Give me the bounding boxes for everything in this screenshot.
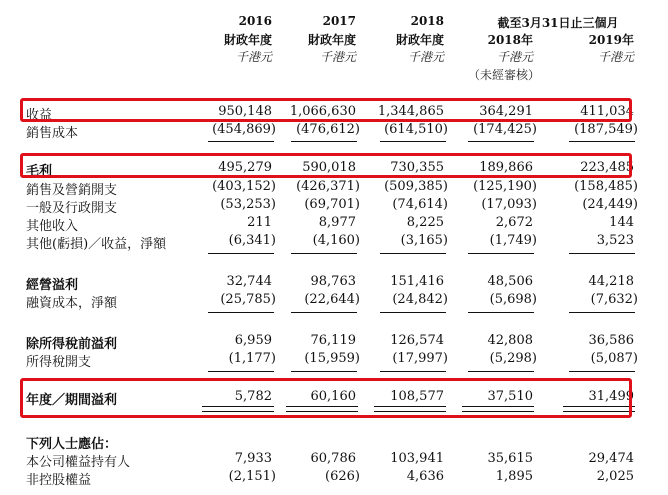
subtotal-rule-2016 [208, 141, 274, 142]
cell-selling-expenses-q2019: (158,485) [574, 179, 638, 194]
col-header-year-q2019: 2019年 [588, 33, 634, 47]
row-label-attributable-to: 下列人士應佔： [26, 437, 118, 452]
cell-equity-holders-q2018: 35,615 [487, 451, 533, 466]
row-label-finance-costs: 融資成本，淨額 [26, 296, 118, 311]
cell-selling-expenses-2018: (509,385) [384, 179, 448, 194]
cell-other-income-2017: 8,977 [318, 215, 356, 230]
cell-profit-before-tax-2018: 126,574 [390, 333, 444, 348]
cell-other-income-2016: 211 [247, 215, 272, 230]
subtotal-rule-q2019 [569, 253, 635, 254]
row-label-non-controlling: 非控股權益 [26, 473, 92, 488]
cell-cost-of-sales-2017: (476,612) [296, 122, 360, 137]
row-label-other-income: 其他收入 [26, 219, 79, 234]
highlight-box-revenue [20, 98, 632, 122]
cell-admin-expenses-2016: (53,253) [220, 197, 276, 212]
subtotal-rule-q2019 [569, 312, 635, 313]
col-header-subtitle-2016: 財政年度 [223, 33, 272, 47]
cell-gross-profit-2016: 495,279 [218, 160, 272, 175]
cell-other-income-q2019: 144 [609, 215, 634, 230]
cell-finance-costs-2016: (25,785) [220, 292, 276, 307]
cell-admin-expenses-q2019: (24,449) [582, 197, 638, 212]
cell-equity-holders-2018: 103,941 [390, 451, 444, 466]
cell-other-income-q2018: 2,672 [495, 215, 533, 230]
cell-finance-costs-2018: (24,842) [392, 292, 448, 307]
cell-selling-expenses-2017: (426,371) [296, 179, 360, 194]
cell-admin-expenses-q2018: (17,093) [481, 197, 537, 212]
cell-income-tax-q2019: (5,087) [590, 351, 638, 366]
cell-cost-of-sales-q2019: (187,549) [574, 122, 638, 137]
row-label-equity-holders: 本公司權益持有人 [26, 455, 131, 470]
col-header-subtitle-2017: 財政年度 [307, 33, 356, 47]
subtotal-rule-q2018 [468, 253, 534, 254]
cell-other-gains-losses-2016: (6,341) [228, 233, 276, 248]
cell-profit-for-period-q2019: 31,499 [588, 389, 634, 404]
col-header-subtitle-2018: 財政年度 [395, 33, 444, 47]
col-header-unit-q2019: 千港元 [597, 50, 634, 64]
cell-revenue-2018: 1,344,865 [377, 104, 444, 119]
row-label-cost-of-sales: 銷售成本 [26, 126, 79, 141]
cell-non-controlling-q2019: 2,025 [596, 469, 634, 484]
cell-admin-expenses-2017: (69,701) [304, 197, 360, 212]
subtotal-rule-2018 [380, 312, 446, 313]
subtotal-rule-2017 [291, 253, 357, 254]
row-label-operating-profit: 經營溢利 [26, 278, 79, 293]
cell-selling-expenses-2016: (403,152) [212, 179, 276, 194]
cell-profit-before-tax-2017: 76,119 [310, 333, 356, 348]
subtotal-rule-2016 [208, 253, 274, 254]
cell-non-controlling-2016: (2,151) [228, 469, 276, 484]
period-header: 截至3月31日止三個月 [497, 16, 619, 30]
row-label-profit-before-tax: 除所得稅前溢利 [26, 337, 118, 352]
highlight-box-gross-profit [20, 153, 632, 178]
subtotal-rule-q2019 [569, 141, 635, 142]
cell-operating-profit-q2019: 44,218 [588, 274, 634, 289]
subtotal-rule-2017 [291, 371, 357, 372]
cell-revenue-q2018: 364,291 [479, 104, 533, 119]
cell-admin-expenses-2018: (74,614) [392, 197, 448, 212]
cell-equity-holders-q2019: 29,474 [588, 451, 634, 466]
subtotal-rule-2017 [291, 312, 357, 313]
cell-non-controlling-2017: (626) [325, 469, 360, 484]
cell-profit-for-period-2018: 108,577 [390, 389, 444, 404]
cell-cost-of-sales-q2018: (174,425) [473, 122, 537, 137]
subtotal-rule-2016 [208, 371, 274, 372]
subtotal-rule-q2018 [468, 141, 534, 142]
cell-income-tax-2016: (1,177) [228, 351, 276, 366]
cell-profit-before-tax-2016: 6,959 [234, 333, 272, 348]
cell-income-tax-2018: (17,997) [392, 351, 448, 366]
cell-operating-profit-q2018: 48,506 [487, 274, 533, 289]
col-header-unit-2017: 千港元 [319, 50, 356, 64]
highlight-box-profit-for-period [20, 378, 632, 418]
cell-revenue-2017: 1,066,630 [289, 104, 356, 119]
row-label-income-tax: 所得稅開支 [26, 355, 92, 370]
cell-non-controlling-2018: 4,636 [406, 469, 444, 484]
cell-equity-holders-2016: 7,933 [234, 451, 272, 466]
col-header-year-2018: 2018 [410, 14, 444, 28]
subtotal-rule-2018 [380, 371, 446, 372]
cell-cost-of-sales-2016: (454,869) [212, 122, 276, 137]
cell-revenue-2016: 950,148 [218, 104, 272, 119]
subtotal-rule-q2018 [468, 371, 534, 372]
cell-selling-expenses-q2018: (125,190) [473, 179, 537, 194]
cell-operating-profit-2016: 32,744 [226, 274, 272, 289]
cell-other-gains-losses-q2018: (1,749) [489, 233, 537, 248]
row-label-selling-expenses: 銷售及營銷開支 [26, 183, 118, 198]
cell-cost-of-sales-2018: (614,510) [384, 122, 448, 137]
col-header-unit-2016: 千港元 [235, 50, 272, 64]
cell-operating-profit-2018: 151,416 [390, 274, 444, 289]
row-label-revenue: 收益 [26, 108, 53, 123]
col-header-unit-2018: 千港元 [407, 50, 444, 64]
cell-operating-profit-2017: 98,763 [310, 274, 356, 289]
cell-equity-holders-2017: 60,786 [310, 451, 356, 466]
cell-income-tax-q2018: (5,298) [489, 351, 537, 366]
col-header-unit-q2018: 千港元 [496, 50, 533, 64]
cell-non-controlling-q2018: 1,895 [495, 469, 533, 484]
subtotal-rule-q2019 [569, 371, 635, 372]
col-header-year-2016: 2016 [238, 14, 272, 28]
cell-gross-profit-q2019: 223,485 [580, 160, 634, 175]
subtotal-rule-2016 [208, 312, 274, 313]
cell-revenue-q2019: 411,034 [580, 104, 634, 119]
subtotal-rule-q2018 [468, 312, 534, 313]
col-header-year-2017: 2017 [322, 14, 356, 28]
col-header-note-q2018: （未經審核） [467, 68, 540, 82]
row-label-other-gains-losses: 其他(虧損)／收益，淨額 [26, 237, 167, 252]
subtotal-rule-2018 [380, 253, 446, 254]
row-label-gross-profit: 毛利 [26, 164, 53, 179]
cell-other-income-2018: 8,225 [406, 215, 444, 230]
cell-finance-costs-q2019: (7,632) [590, 292, 638, 307]
cell-other-gains-losses-2018: (3,165) [400, 233, 448, 248]
cell-other-gains-losses-q2019: 3,523 [596, 233, 634, 248]
cell-other-gains-losses-2017: (4,160) [312, 233, 360, 248]
cell-gross-profit-2018: 730,355 [390, 160, 444, 175]
cell-profit-before-tax-q2019: 36,586 [588, 333, 634, 348]
cell-profit-for-period-2016: 5,782 [234, 389, 272, 404]
cell-finance-costs-q2018: (5,698) [489, 292, 537, 307]
cell-profit-for-period-q2018: 37,510 [487, 389, 533, 404]
row-label-admin-expenses: 一般及行政開支 [26, 201, 118, 216]
cell-finance-costs-2017: (22,644) [304, 292, 360, 307]
subtotal-rule-2018 [380, 141, 446, 142]
row-label-profit-for-period: 年度／期間溢利 [26, 393, 118, 408]
col-header-year-q2018: 2018年 [487, 33, 533, 47]
cell-gross-profit-2017: 590,018 [302, 160, 356, 175]
cell-profit-for-period-2017: 60,160 [310, 389, 356, 404]
cell-gross-profit-q2018: 189,866 [479, 160, 533, 175]
cell-profit-before-tax-q2018: 42,808 [487, 333, 533, 348]
cell-income-tax-2017: (15,959) [304, 351, 360, 366]
subtotal-rule-2017 [291, 141, 357, 142]
